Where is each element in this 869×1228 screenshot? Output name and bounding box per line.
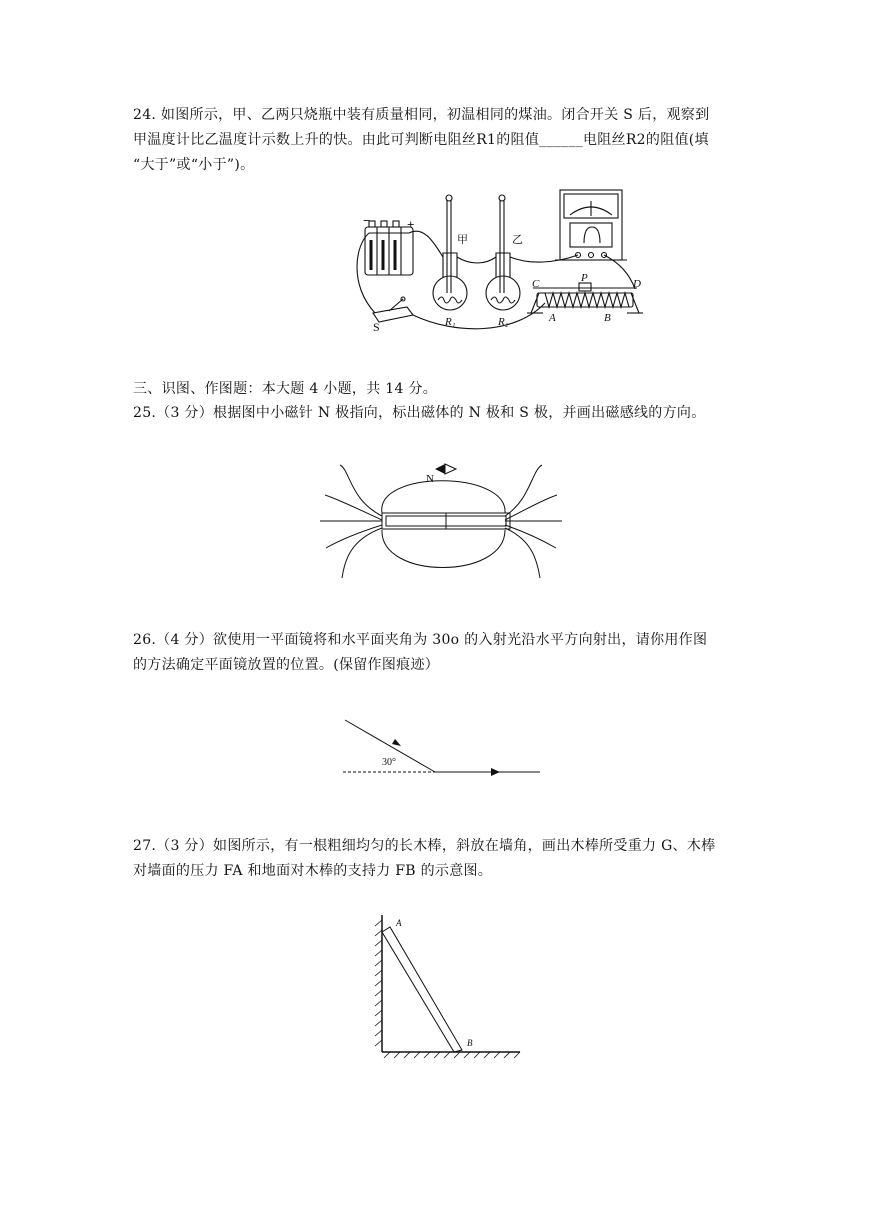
point-a-label: A [396,918,402,928]
switch-icon [373,297,413,322]
label-switch-s: S [373,320,380,334]
q26-light-ray-figure [340,715,545,780]
q27-rod-figure [370,910,525,1058]
section-3-heading: 三、识图、作图题：本大题 4 小题，共 14 分。 [133,381,438,397]
label-r2: R₂ [498,316,509,328]
q25-magnet-figure [320,460,562,585]
rod-shape [382,927,462,1052]
q27-line-2: 对墙面的压力 FA 和地面对木棒的支持力 FB 的示意图。 [133,863,493,879]
flask-jia-icon [433,195,467,310]
label-yi: 乙 [512,234,523,246]
q24-circuit-figure [355,185,655,340]
battery-icon [365,221,413,275]
point-b-label: B [467,1038,473,1048]
label-c: C [532,278,540,290]
flask-yi-icon [486,195,520,310]
label-d: D [633,278,641,290]
angle-label: 30° [382,757,396,768]
q26-line-2: 的方法确定平面镜放置的位置。(保留作图痕迹） [133,657,440,673]
label-p: P [581,272,588,284]
reflected-arrow-icon [491,768,500,776]
q26-line-1: 26.（4 分）欲使用一平面镜将和水平面夹角为 30o 的入射光沿水平方向射出，请你用作图 [133,632,708,648]
label-b: B [604,312,611,324]
label-jia: 甲 [457,234,468,246]
ammeter-icon [555,190,627,260]
q24-line-1: 24. 如图所示，甲、乙两只烧瓶中装有质量相同，初温相同的煤油。闭合开关 S 后，观察到 [133,107,710,123]
needle-n-label: N [426,473,434,485]
q24-line-3: “大于”或“小于”)。 [133,157,255,173]
incident-arrow-icon [392,739,401,746]
compass-needle-icon [435,464,456,474]
q25-line-1: 25.（3 分）根据图中小磁针 N 极指向，标出磁体的 N 极和 S 极，并画出磁感线的方向。 [133,405,706,421]
label-plus: + [407,217,415,232]
label-a: A [549,312,556,324]
label-minus: − [363,213,371,228]
rheostat-icon [527,283,643,313]
q24-line-2: 甲温度计比乙温度计示数上升的快。由此可判断电阻丝R1的阻值______电阻丝R2的阻值(填 [133,132,709,148]
label-r1: R₁ [445,316,456,328]
q27-line-1: 27.（3 分）如图所示，有一根粗细均匀的长木棒，斜放在墙角，画出木棒所受重力 G、木棒 [133,838,716,854]
